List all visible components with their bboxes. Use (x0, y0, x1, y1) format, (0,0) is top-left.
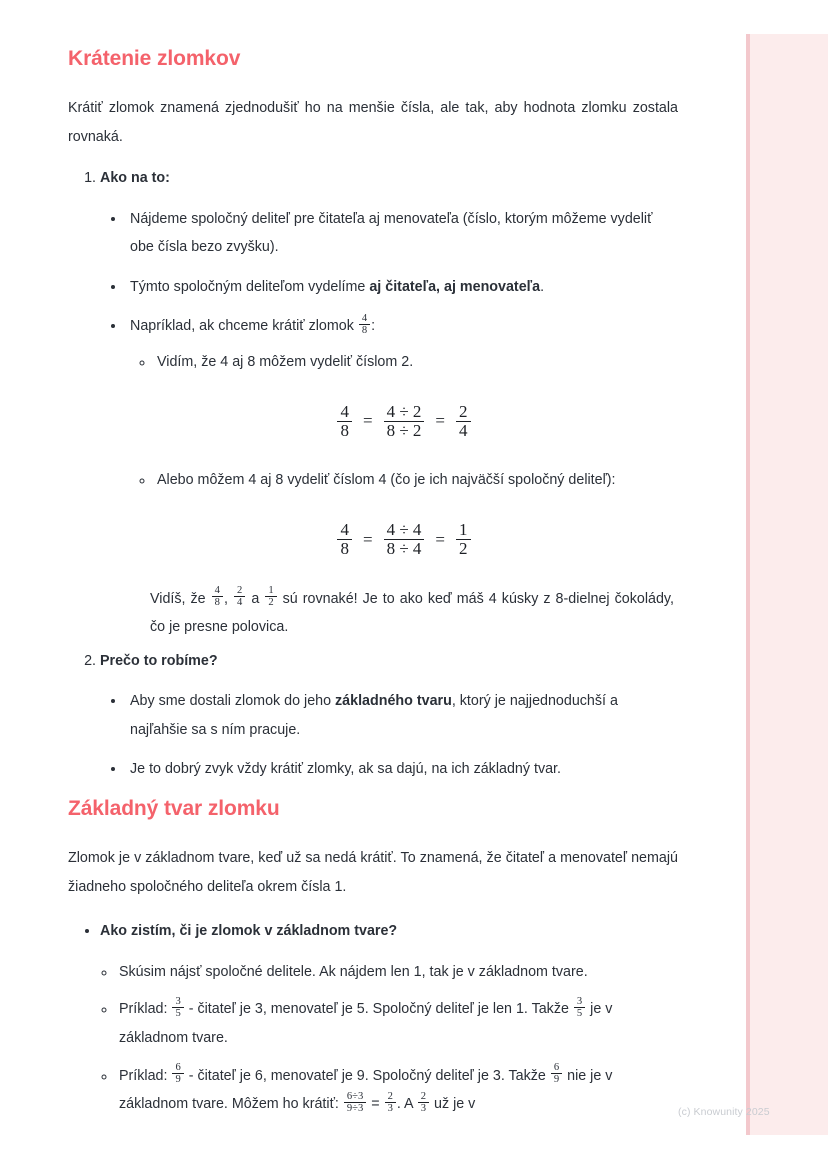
answer-text-tail: už je v (430, 1096, 476, 1113)
fraction-denominator: 3 (385, 1102, 396, 1114)
list-item-napriklad (126, 312, 678, 558)
inline-fraction-1-2 (265, 585, 276, 608)
bullet-text-tail: , ktorý je najjednoduchší a najľahšie sa s ním pracuje. (130, 692, 618, 738)
fraction-numerator: 2 (387, 1090, 393, 1102)
fraction-numerator: 3 (576, 995, 583, 1007)
list-item (116, 958, 678, 987)
fraction-denominator: 8 (337, 421, 352, 440)
fraction-denominator: 5 (172, 1007, 183, 1019)
fraction-4-8 (337, 521, 352, 559)
section-2-intro-paragraph: Zlomok je v základnom tvare, keď už sa nedá krátiť. To znamená, že čitateľ a menovateľ nemajú žiadneho spoločného deliteľa okrem čísla 1. (68, 849, 678, 895)
bullet-text: Je to dobrý zvyk vždy krátiť zlomky, ak sa dajú, na ich základný tvar. (130, 761, 562, 778)
fraction-denominator: 2 (456, 539, 471, 558)
fraction-1-2 (456, 521, 471, 559)
fraction-numerator: 2 (459, 401, 468, 421)
equals-sign: = (435, 529, 446, 549)
bullet-text-emphasis: aj čitateľa, aj menovateľa (369, 278, 541, 295)
bullet-text: Týmto spoločným deliteľom vydelíme (130, 278, 370, 295)
fraction-denominator: 8 ÷ 2 (384, 421, 425, 440)
fraction-numerator: 1 (459, 519, 468, 539)
bullet-text: Aby sme dostali zlomok do jeho (130, 692, 336, 709)
list-item (126, 755, 678, 784)
sub-bullet-list-2 (130, 466, 678, 495)
inline-fraction-2-4 (234, 585, 245, 608)
fraction-denominator: 4 (234, 596, 245, 608)
answer-text: Príklad: (119, 1067, 172, 1084)
inline-fraction-2-3 (385, 1091, 396, 1114)
fraction-denominator: 3 (418, 1102, 429, 1114)
list-item-preco-to-robime (100, 648, 678, 784)
summary-note (100, 585, 678, 642)
bullet-text-tail: . (540, 278, 545, 295)
fraction-numerator: 4 (361, 313, 368, 325)
answer-text: Skúsim nájsť spoločné delitele. Ak nájdem len 1, tak je v základnom tvare. (119, 963, 588, 980)
answer-text-tail: je v základnom tvare. (119, 1001, 613, 1046)
fraction-numerator: 2 (236, 585, 243, 597)
answer-text: - čitateľ je 6, menovateľ je 9. Spoločný deliteľ je 3. Takže (184, 1067, 550, 1084)
answer-text: nie je v základnom tvare. Môžem ho krátiť: (119, 1067, 613, 1113)
fraction-numerator: 1 (268, 585, 274, 597)
fraction-denominator: 9 (551, 1073, 562, 1085)
fraction-numerator: 4 (340, 519, 349, 539)
section-2-heading: Základný tvar zlomku (68, 796, 280, 820)
inline-fraction-3-5 (574, 996, 585, 1019)
fraction-numerator: 6 (553, 1062, 560, 1074)
numbered-list (68, 165, 678, 783)
sub-bullet-list-1 (130, 348, 678, 377)
equals-sign: = (362, 411, 373, 431)
fraction-numerator: 4 (214, 585, 220, 597)
fraction-denominator: 8 (359, 324, 370, 336)
fraction-numerator: 4 (340, 401, 349, 421)
list-item-question (100, 917, 678, 946)
decorative-side-panel (746, 34, 828, 1135)
list-item-title: Prečo to robíme? (100, 652, 218, 669)
bullet-text: Nájdeme spoločný deliteľ pre čitateľa aj menovateľa (číslo, ktorým môžeme vydeliť obe čísla bezo zvyšku). (130, 210, 653, 256)
fraction-denominator: 8 (212, 596, 223, 608)
fraction-denominator: 2 (265, 596, 276, 608)
fraction-denominator: 8 ÷ 4 (384, 539, 425, 558)
equals-sign: = (435, 411, 446, 431)
fraction-2-4 (456, 403, 471, 441)
list-item (154, 466, 678, 495)
copyright-watermark: (c) Knowunity 2025 (678, 1106, 770, 1118)
note-text: a (246, 590, 265, 607)
bullet-text: Napríklad, ak chceme krátiť zlomok (130, 318, 358, 335)
fraction-numerator: 4 ÷ 2 (386, 401, 422, 421)
note-text: Vidíš, že (150, 590, 211, 607)
list-item (126, 273, 678, 302)
inline-fraction-3-5 (172, 996, 183, 1019)
list-item-priklad-6-9 (116, 1062, 678, 1119)
bullet-text-tail: : (371, 318, 376, 335)
inline-fraction-6div3-9div3 (344, 1091, 366, 1114)
fraction-4div2-8div2 (384, 403, 425, 441)
equals-sign: = (362, 529, 373, 549)
sub-bullet-text: Vidím, že 4 aj 8 môžem vydeliť číslom 2. (157, 353, 414, 370)
fraction-denominator: 9 (172, 1073, 183, 1085)
answer-list (68, 958, 678, 1119)
fraction-4-8 (337, 403, 352, 441)
bullet-text-emphasis: základného tvaru (335, 692, 452, 709)
list-item-title: Ako na to: (100, 170, 170, 187)
note-text: , (223, 590, 233, 607)
fraction-numerator: 2 (420, 1090, 427, 1102)
equation-block-1 (130, 403, 678, 441)
note-text: sú rovnaké! Je to ako keď máš 4 kúsky z 8-dielnej čokolády, čo je presne polovica. (150, 590, 674, 636)
list-item (126, 205, 678, 262)
question-text: Ako zistím, či je zlomok v základnom tvare? (100, 923, 398, 940)
fraction-numerator: 6÷3 (346, 1090, 364, 1102)
list-item (126, 687, 678, 744)
answer-text: = (367, 1096, 384, 1113)
bullet-list-preco (100, 687, 678, 784)
answer-text: . A (396, 1096, 417, 1113)
answer-text: Príklad: (119, 1001, 172, 1018)
fraction-denominator: 8 (337, 539, 352, 558)
answer-text: - čitateľ je 3, menovateľ je 5. Spoločný deliteľ je len 1. Takže (184, 1001, 573, 1018)
inline-fraction-4-8 (359, 313, 370, 336)
list-item-ako-na-to (100, 165, 678, 641)
fraction-numerator: 3 (175, 995, 181, 1007)
list-item-priklad-3-5 (116, 995, 678, 1052)
fraction-numerator: 4 ÷ 4 (386, 519, 422, 539)
bullet-list-ako-na-to (100, 205, 678, 559)
fraction-numerator: 6 (175, 1062, 181, 1074)
page-title: Krátenie zlomkov (68, 47, 241, 70)
list-item (154, 348, 678, 377)
equation-block-2 (130, 521, 678, 559)
inline-fraction-4-8 (212, 585, 223, 608)
inline-fraction-2-3 (418, 1091, 429, 1114)
sub-bullet-text: Alebo môžem 4 aj 8 vydeliť číslom 4 (čo je ich najväčší spoločný deliteľ): (157, 472, 616, 489)
fraction-denominator: 4 (456, 421, 471, 440)
fraction-4div4-8div4 (384, 521, 425, 559)
fraction-denominator: 5 (574, 1007, 585, 1019)
question-list (68, 917, 678, 946)
inline-fraction-6-9 (551, 1062, 562, 1085)
fraction-denominator: 9÷3 (344, 1102, 366, 1114)
inline-fraction-6-9 (172, 1062, 183, 1085)
section-1-intro-paragraph: Krátiť zlomok znamená zjednodušiť ho na menšie čísla, ale tak, aby hodnota zlomku zostala rovnaká. (68, 100, 678, 145)
